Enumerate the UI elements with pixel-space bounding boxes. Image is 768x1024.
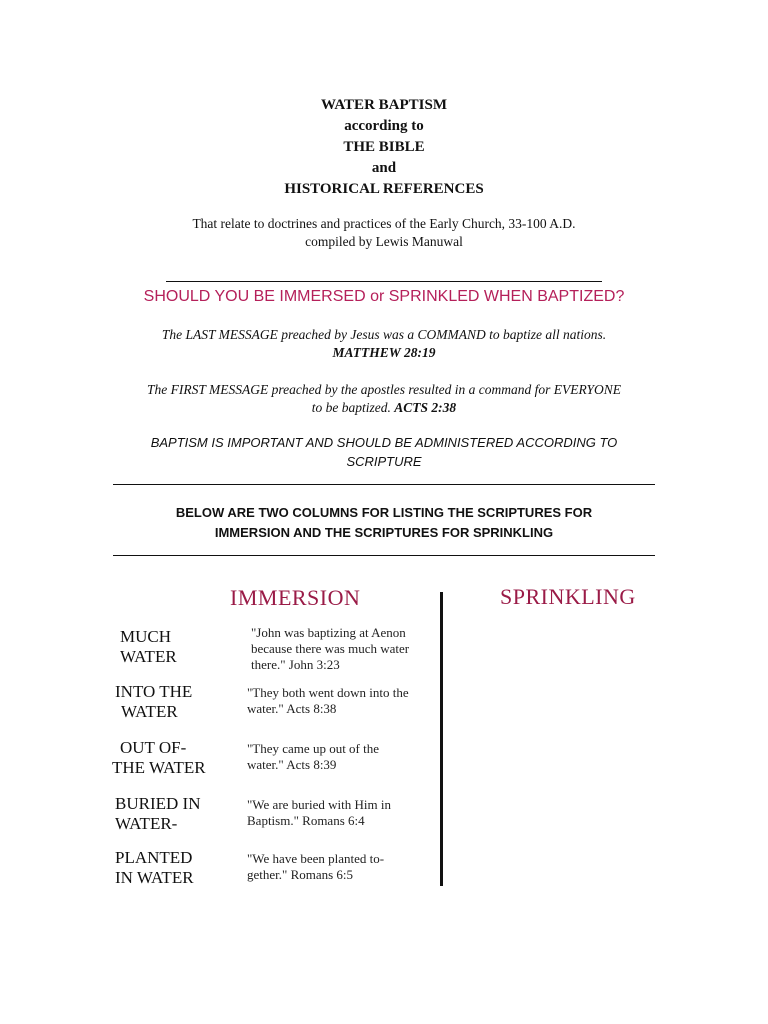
section-divider-bottom <box>113 555 655 556</box>
quote-line: there." John 3:23 <box>251 657 340 672</box>
term-line: WATER <box>120 647 177 666</box>
columns-intro <box>0 503 768 543</box>
quote-line: "They both went down into the <box>247 685 409 700</box>
importance-statement <box>0 433 768 471</box>
title-line: and <box>371 160 397 176</box>
question-heading: SHOULD YOU BE IMMERSED or SPRINKLED WHEN BAPTIZED? <box>143 288 625 305</box>
first-message-text-1: The FIRST MESSAGE preached by the apostles resulted in a command for EVERYONE <box>147 382 621 397</box>
term-line: WATER <box>121 702 178 721</box>
term-line: WATER- <box>115 814 178 833</box>
first-message-ref: ACTS 2:38 <box>394 400 457 415</box>
columns-intro-line: BELOW ARE TWO COLUMNS FOR LISTING THE SCRIPTURES FOR <box>175 505 593 520</box>
last-message-text: The LAST MESSAGE preached by Jesus was a COMMAND to baptize all nations. <box>161 327 607 342</box>
subtitle-line: That relate to doctrines and practices of the Early Church, 33-100 A.D. <box>192 216 576 231</box>
quote-john-3-23 <box>251 625 409 673</box>
quote-line: gether." Romans 6:5 <box>247 867 354 882</box>
term-much-water <box>120 627 177 667</box>
last-message <box>0 326 768 362</box>
quote-line: Baptism." Romans 6:4 <box>247 813 365 828</box>
importance-line: BAPTISM IS IMPORTANT AND SHOULD BE ADMINISTERED ACCORDING TO <box>150 435 618 450</box>
term-line: MUCH <box>120 627 172 646</box>
immersion-header: IMMERSION <box>230 585 361 610</box>
document-title <box>0 95 768 200</box>
term-out-of-the-water <box>112 738 206 778</box>
subtitle <box>0 215 768 251</box>
title-line: THE BIBLE <box>343 139 425 155</box>
quote-acts-8-39 <box>247 741 379 773</box>
quote-romans-6-5 <box>247 851 384 883</box>
quote-acts-8-38 <box>247 685 409 717</box>
term-line: OUT OF- <box>120 738 187 757</box>
term-line: BURIED IN <box>115 794 201 813</box>
column-divider <box>440 592 443 886</box>
term-line: THE WATER <box>112 758 206 777</box>
quote-romans-6-4 <box>247 797 391 829</box>
quote-line: because there was much water <box>251 641 410 656</box>
columns-intro-line: IMMERSION AND THE SCRIPTURES FOR SPRINKLING <box>214 525 554 540</box>
last-message-ref: MATTHEW 28:19 <box>332 345 436 360</box>
term-line: INTO THE <box>115 682 193 701</box>
term-line: IN WATER <box>115 868 194 887</box>
quote-line: water." Acts 8:39 <box>247 757 337 772</box>
first-message-text-2: to be baptized. <box>311 400 391 415</box>
title-divider <box>166 281 602 282</box>
sprinkling-header: SPRINKLING <box>500 584 636 609</box>
subtitle-line: compiled by Lewis Manuwal <box>305 234 463 249</box>
quote-line: "They came up out of the <box>247 741 380 756</box>
quote-line: "John was baptizing at Aenon <box>251 625 406 640</box>
title-line: HISTORICAL REFERENCES <box>284 181 484 197</box>
term-into-the-water <box>115 682 192 722</box>
title-line: according to <box>344 118 424 134</box>
term-buried-in-water <box>115 794 200 834</box>
term-line: PLANTED <box>115 848 193 867</box>
quote-line: "We have been planted to- <box>247 851 385 866</box>
term-planted-in-water <box>115 848 194 888</box>
quote-line: water." Acts 8:38 <box>247 701 337 716</box>
title-line: WATER BAPTISM <box>321 97 447 113</box>
quote-line: "We are buried with Him in <box>247 797 391 812</box>
first-message <box>0 381 768 417</box>
importance-line: SCRIPTURE <box>346 454 422 469</box>
section-divider-top <box>113 484 655 485</box>
